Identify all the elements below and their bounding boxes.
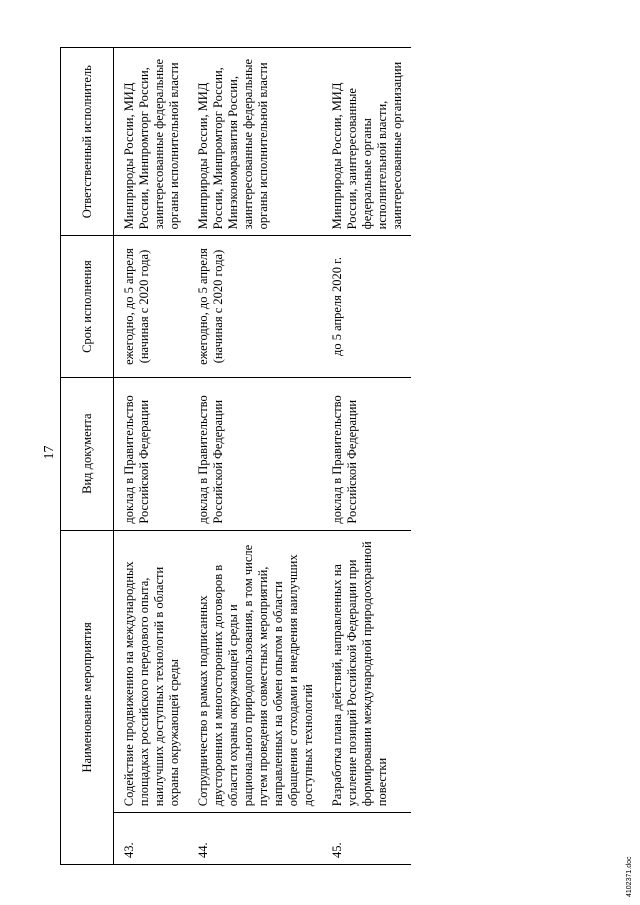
header-name: Наименование мероприятия	[61, 530, 114, 864]
row-number: 44.	[188, 813, 322, 865]
table-row	[114, 48, 189, 865]
row-number: 45.	[322, 813, 411, 865]
table-header-row	[61, 48, 114, 865]
row-due: ежегодно, до 5 апреля (начиная с 2020 года)	[114, 236, 189, 377]
measures-table	[60, 47, 411, 865]
row-name: Разработка плана действий, направленных на усиление позиций Российской Федерации при формировании международной природоохранной повестки	[322, 530, 411, 813]
row-resp: Минприроды России, МИД России, Минпромторг России, Минэкономразвития России, заинтересованные федеральные органы исполнительной власти	[188, 48, 322, 236]
row-doc: доклад в Правительство Российской Федерации	[322, 377, 411, 530]
header-due: Срок исполнения	[61, 236, 114, 377]
row-resp: Минприроды России, МИД России, заинтересованные федеральные органы исполнительной власти, заинтересованные организации	[322, 48, 411, 236]
row-resp: Минприроды России, МИД России, Минпромторг России, заинтересованные федеральные органы исполнительной власти	[114, 48, 189, 236]
row-due: до 5 апреля 2020 г.	[322, 236, 411, 377]
row-number: 43.	[114, 813, 189, 865]
row-name: Сотрудничество в рамках подписанных двусторонних и многосторонних договоров в области охраны окружающей среды и рационального природопользования, в том числе путем проведения совместных мероприятий, направленных на обмен опытом в области обращения с отходами и внедрения наилучших доступных технологий	[188, 530, 322, 813]
table-row	[322, 48, 411, 865]
row-due: ежегодно, до 5 апреля (начиная с 2020 года)	[188, 236, 322, 377]
table-row	[188, 48, 322, 865]
row-doc: доклад в Правительство Российской Федерации	[188, 377, 322, 530]
header-resp: Ответственный исполнитель	[61, 48, 114, 236]
header-doc: Вид документа	[61, 377, 114, 530]
page-number: 17	[42, 445, 57, 460]
file-footer: 4102371.doc	[626, 856, 633, 897]
row-name: Содействие продвижению на международных площадках российского передового опыта, наилучших доступных технологий в области охраны окружающей среды	[114, 530, 189, 813]
row-doc: доклад в Правительство Российской Федерации	[114, 377, 189, 530]
